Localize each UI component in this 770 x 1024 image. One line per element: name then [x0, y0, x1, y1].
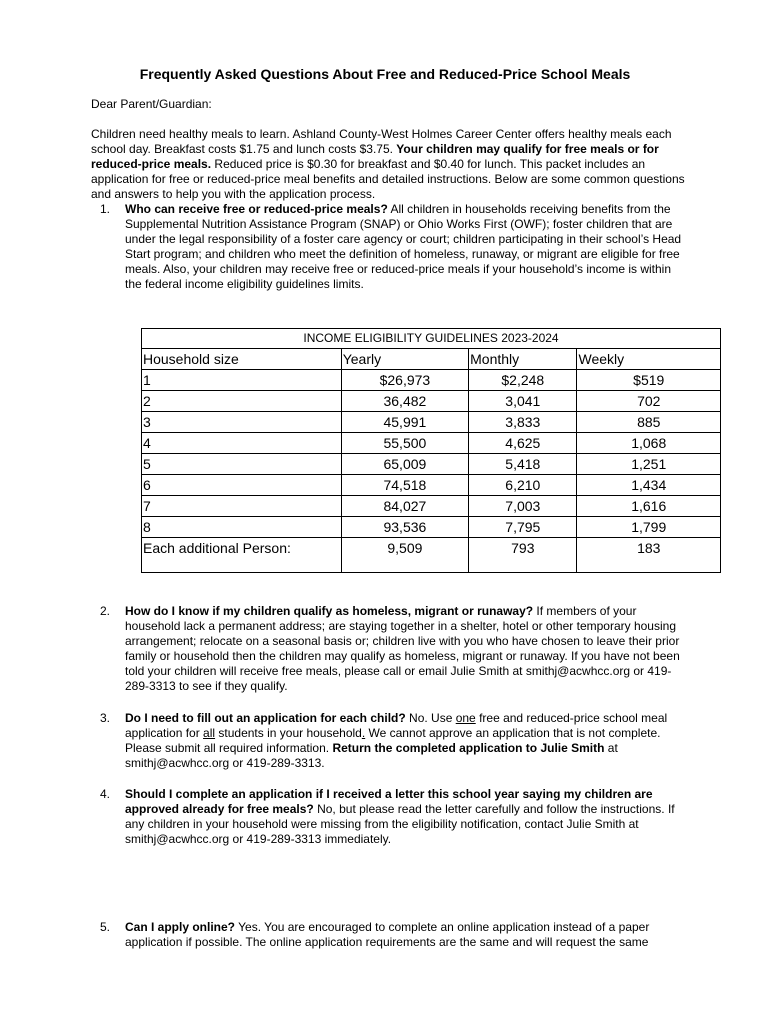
- underlined-all: all: [203, 726, 216, 740]
- cell-weekly: 1,068: [577, 433, 721, 454]
- cell-size: 8: [142, 517, 342, 538]
- cell-size: 4: [142, 433, 342, 454]
- cell-weekly: 885: [577, 412, 721, 433]
- page-title: Frequently Asked Questions About Free and Reduced-Price School Meals: [139, 66, 631, 82]
- faq-number: 5.: [100, 920, 111, 934]
- cell-yearly: 9,509: [341, 538, 468, 573]
- faq-text: [125, 920, 690, 950]
- cell-yearly: 36,482: [341, 391, 468, 412]
- income-eligibility-table: [141, 328, 721, 573]
- intro-bold: Your children may qualify for free meals or for reduced-price meals.: [91, 142, 659, 171]
- faq-text: [125, 604, 690, 694]
- cell-size: 5: [142, 454, 342, 475]
- cell-yearly: 45,991: [341, 412, 468, 433]
- cell-monthly: 3,041: [469, 391, 577, 412]
- faq-question: Do I need to fill out an application for each child?: [125, 711, 406, 725]
- table-row: [142, 517, 721, 538]
- intro-text-2: Reduced price is $0.30 for breakfast and $0.40 for lunch. This packet includes an application for free or reduced-price meal benefits and detailed instructions. Below are some common questions and answers to help you with the application process.: [91, 157, 685, 201]
- cell-weekly: 1,616: [577, 496, 721, 517]
- cell-monthly: 6,210: [469, 475, 577, 496]
- cell-size: 2: [142, 391, 342, 412]
- faq-answer: All children in households receiving benefits from the Supplemental Nutrition Assistance Program (SNAP) or Ohio Works First (OWF); foster children that are under the legal responsibility of a foster care agency or court; children participating in their school’s Head Start program; and children who meet the definition of homeless, runaway, or migrant are eligible for free meals. Also, your children may receive free or reduced-price meals if your household’s income is within the federal income eligibility guidelines limits.: [125, 202, 682, 291]
- cell-yearly: 65,009: [341, 454, 468, 475]
- intro-paragraph: [91, 127, 691, 202]
- greeting: Dear Parent/Guardian:: [91, 97, 212, 111]
- table-row: [142, 454, 721, 475]
- cell-weekly: 1,251: [577, 454, 721, 475]
- faq-text: [125, 787, 690, 847]
- cell-weekly: 1,799: [577, 517, 721, 538]
- faq-number: 4.: [100, 787, 111, 801]
- faq-question: How do I know if my children qualify as homeless, migrant or runaway?: [125, 604, 534, 618]
- faq-number: 3.: [100, 711, 111, 725]
- cell-size: 3: [142, 412, 342, 433]
- cell-yearly: $26,973: [341, 370, 468, 391]
- cell-monthly: 7,795: [469, 517, 577, 538]
- table-row: [142, 496, 721, 517]
- table-row: [142, 475, 721, 496]
- table-header-row: [142, 349, 721, 370]
- cell-yearly: 93,536: [341, 517, 468, 538]
- faq-number: 2.: [100, 604, 111, 618]
- cell-weekly: 183: [577, 538, 721, 573]
- cell-monthly: 7,003: [469, 496, 577, 517]
- faq-question: Can I apply online?: [125, 920, 236, 934]
- header-household-size: Household size: [142, 349, 342, 370]
- cell-monthly: 793: [469, 538, 577, 573]
- cell-yearly: 55,500: [341, 433, 468, 454]
- faq-answer: If members of your household lack a permanent address; are staying together in a shelter, hotel or other temporary housing arrangement; relocate on a seasonal basis or; children live with you who have chosen to leave their prior family or household then the children may qualify as homeless, migrant or runaway. If you have not been told your children will receive free meals, please call or email Julie Smith at smithj@acwhcc.org or 419-289-3313 to see if they qualify.: [125, 604, 680, 693]
- cell-monthly: 3,833: [469, 412, 577, 433]
- faq-answer-part: free and reduced-price school meal application for: [125, 711, 668, 740]
- cell-weekly: 702: [577, 391, 721, 412]
- cell-weekly: 1,434: [577, 475, 721, 496]
- cell-weekly: $519: [577, 370, 721, 391]
- faq-question: Should I complete an application if I received a letter this school year saying my children are approved already for free meals?: [125, 787, 653, 816]
- table-row: [142, 433, 721, 454]
- cell-size: 1: [142, 370, 342, 391]
- faq-answer-part: We cannot approve an application that is not complete. Please submit all required information.: [125, 726, 661, 755]
- table-row: [142, 370, 721, 391]
- faq-answer: Yes. You are encouraged to complete an online application instead of a paper application if possible. The online application requirements are the same and will request the same: [125, 920, 650, 949]
- cell-size: 7: [142, 496, 342, 517]
- faq-text: [125, 202, 690, 292]
- header-weekly: Weekly: [577, 349, 721, 370]
- header-monthly: Monthly: [469, 349, 577, 370]
- table-row: [142, 391, 721, 412]
- cell-size: 6: [142, 475, 342, 496]
- intro-text-1: Children need healthy meals to learn. Ashland County-West Holmes Career Center offers healthy meals each school day. Breakfast costs $1.75 and lunch costs $3.75.: [91, 127, 672, 156]
- faq-question: Who can receive free or reduced-price meals?: [125, 202, 388, 216]
- header-yearly: Yearly: [341, 349, 468, 370]
- table-caption: INCOME ELIGIBILITY GUIDELINES 2023-2024: [142, 329, 721, 349]
- cell-monthly: $2,248: [469, 370, 577, 391]
- table-row: [142, 412, 721, 433]
- cell-monthly: 5,418: [469, 454, 577, 475]
- faq-answer-part: students in your household: [215, 726, 362, 740]
- cell-yearly: 74,518: [341, 475, 468, 496]
- underlined-one: one: [455, 711, 476, 725]
- underlined-period: .: [361, 726, 366, 740]
- cell-size: Each additional Person:: [142, 538, 342, 573]
- cell-yearly: 84,027: [341, 496, 468, 517]
- faq-text: [125, 711, 690, 771]
- faq-answer: No, but please read the letter carefully and follow the instructions. If any children in your household were missing from the eligibility notification, contact Julie Smith at smithj@acwhcc.org or 419-289-3313 immediately.: [125, 802, 675, 846]
- faq-answer-part: No. Use: [405, 711, 456, 725]
- faq-number: 1.: [100, 202, 111, 216]
- faq-answer-part: at smithj@acwhcc.org or 419-289-3313.: [125, 741, 618, 770]
- faq-bold-instruction: Return the completed application to Julie Smith: [332, 741, 605, 755]
- cell-monthly: 4,625: [469, 433, 577, 454]
- table-row: [142, 538, 721, 573]
